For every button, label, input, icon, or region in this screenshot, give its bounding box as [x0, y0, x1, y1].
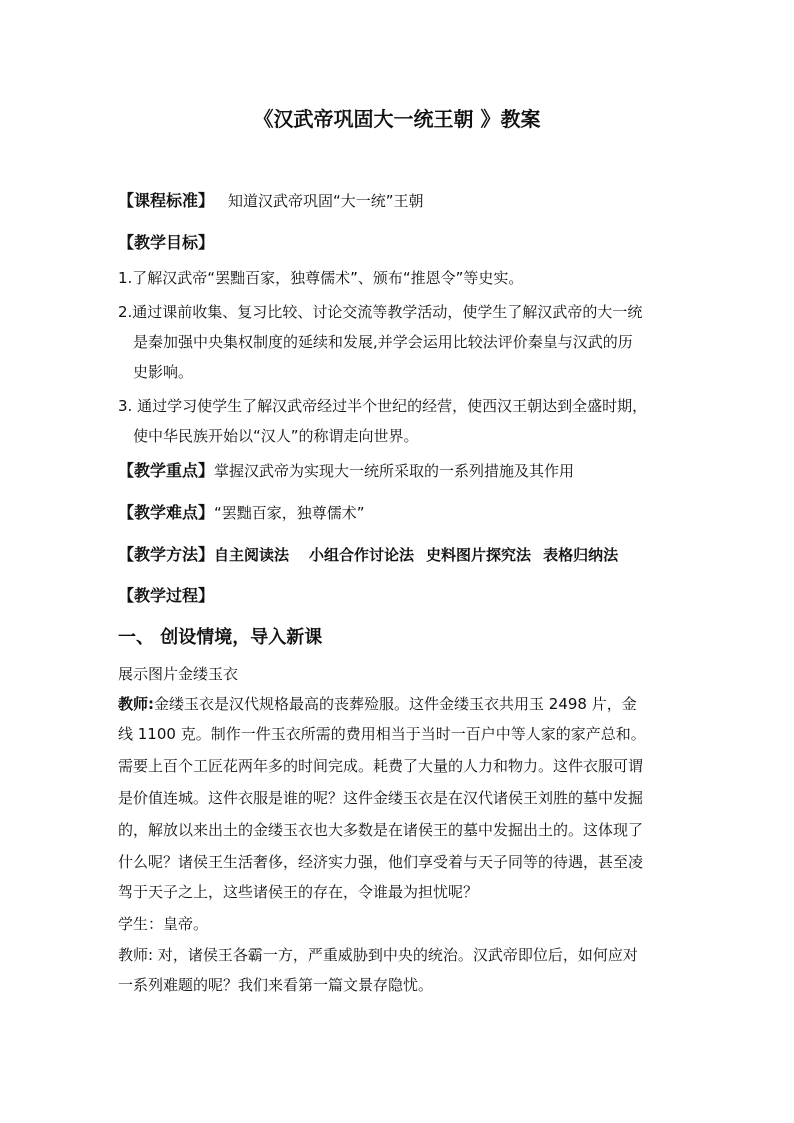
teacher-paragraph-line-2: 线 1100 克。制作一件玉衣所需的费用相当于当时一百户中等人家的家产总和。 [118, 725, 646, 743]
teacher-label: 教师: [118, 695, 154, 713]
section-1-intro: 展示图片金缕玉衣 [118, 665, 239, 683]
page-title: 《汉武帝巩固大一统王朝 》教案 [253, 107, 541, 131]
key-point-text: 掌握汉武帝为实现大一统所采取的一系列措施及其作用 [214, 462, 575, 480]
teacher-paragraph-line-3: 需要上百个工匠花两年多的时间完成。耗费了大量的人力和物力。这件衣服可谓 [118, 757, 644, 775]
section-1-heading: 一、 创设情境，导入新课 [118, 627, 323, 648]
goal-1: 1.了解汉武帝“罢黜百家，独尊儒术”、颁布“推恩令”等史实。 [118, 269, 524, 287]
goal-2-line-2: 是秦加强中央集权制度的延续和发展,并学会运用比较法评价秦皇与汉武的历 [133, 333, 633, 351]
method-2: 小组合作讨论法 [309, 546, 415, 564]
key-point-row [118, 461, 574, 481]
goal-2-line-1: 2.通过课前收集、复习比较、讨论交流等教学活动，使学生了解汉武帝的大一统 [118, 303, 643, 321]
goal-2-line-3: 史影响。 [133, 363, 194, 381]
teaching-methods-row [118, 545, 618, 565]
teaching-methods-label: 【教学方法】 [118, 545, 215, 564]
course-standard-row [118, 191, 424, 211]
goal-3-line-1: 3. 通过学习使学生了解汉武帝经过半个世纪的经营，使西汉王朝达到全盛时期， [118, 397, 648, 415]
difficult-point-text: “罢黜百家，独尊儒术” [214, 504, 365, 522]
method-1: 自主阅读法 [214, 546, 290, 564]
teacher-reply-line-1: 教师: 对，诸侯王各霸一方，严重威胁到中央的统治。汉武帝即位后，如何应对 [118, 946, 638, 964]
teacher-paragraph-line-6: 什么呢？诸侯王生活奢侈，经济实力强，他们享受着与天子同等的待遇，甚至凌 [118, 853, 644, 871]
teacher-paragraph-line-5: 的，解放以来出土的金缕玉衣也大多数是在诸侯王的墓中发掘出土的。这体现了 [118, 821, 644, 839]
course-standard-label: 【课程标准】 [118, 191, 215, 210]
teaching-goals-label: 【教学目标】 [118, 233, 215, 252]
student-answer: 学生：皇帝。 [118, 915, 209, 933]
course-standard-text: 知道汉武帝巩固“大一统”王朝 [228, 192, 424, 210]
difficult-point-label: 【教学难点】 [118, 503, 215, 522]
teacher-paragraph-line-4: 是价值连城。这件衣服是谁的呢？这件金缕玉衣是在汉代诸侯王刘胜的墓中发掘 [118, 789, 644, 807]
key-point-label: 【教学重点】 [118, 461, 215, 480]
goal-3-line-2: 使中华民族开始以“汉人”的称谓走向世界。 [133, 427, 419, 445]
teacher-paragraph-line-7: 驾于天子之上，这些诸侯王的存在，令谁最为担忧呢？ [118, 883, 479, 901]
difficult-point-row [118, 503, 365, 523]
teacher-paragraph-line-1 [118, 694, 637, 714]
teacher-text-1: 金缕玉衣是汉代规格最高的丧葬殓服。这件金缕玉衣共用玉 2498 片，金 [154, 695, 637, 713]
method-3: 史料图片探究法 [426, 546, 532, 564]
method-4: 表格归纳法 [543, 546, 619, 564]
teaching-process-label: 【教学过程】 [118, 586, 215, 605]
teacher-reply-line-2: 一系列难题的呢？我们来看第一篇文景存隐忧。 [118, 976, 434, 994]
